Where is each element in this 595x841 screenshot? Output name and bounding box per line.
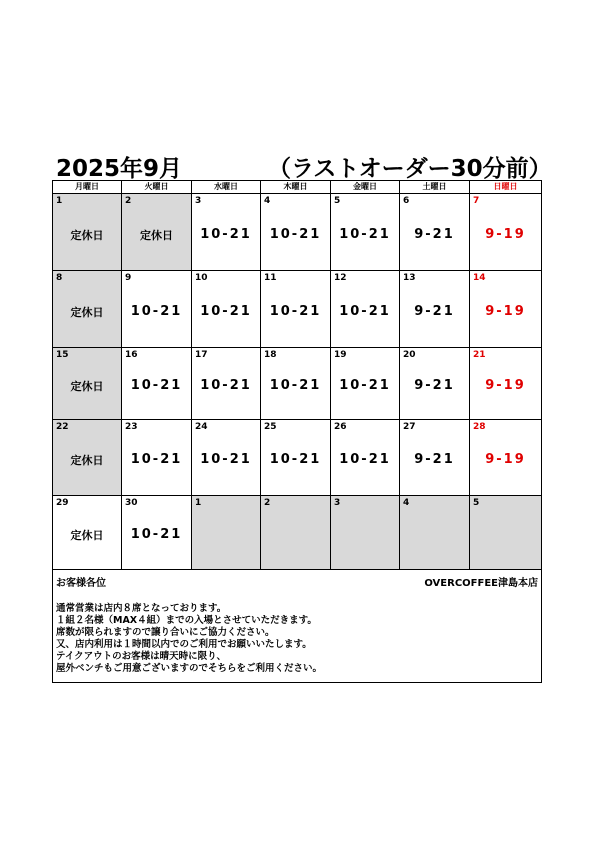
day-number: 10: [195, 273, 208, 283]
calendar-day-cell: [400, 496, 470, 570]
calendar-day-cell: [331, 348, 400, 420]
weekday-label: 火曜日: [122, 181, 192, 193]
closed-day-label: 定休日: [70, 229, 104, 242]
calendar-title-row: [52, 148, 552, 182]
month-title: 2025年9月: [56, 156, 183, 182]
day-number: 12: [334, 273, 347, 283]
day-number: 27: [403, 422, 416, 432]
opening-hours: 10-21: [269, 227, 322, 242]
day-number: 9: [125, 273, 132, 283]
calendar-day-cell: [261, 348, 331, 420]
calendar-day-cell: [331, 194, 400, 271]
closed-day-label: 定休日: [70, 454, 104, 467]
calendar-day-cell: [122, 271, 192, 348]
closed-day-label: 定休日: [70, 380, 104, 393]
calendar-day-cell: [53, 194, 122, 271]
calendar-day-cell: [470, 348, 541, 420]
opening-hours: 10-21: [130, 378, 183, 393]
opening-hours: 9-21: [414, 452, 455, 467]
calendar-day-cell: [53, 420, 122, 496]
calendar-day-cell: [470, 194, 541, 271]
weekday-label: 日曜日: [493, 182, 518, 191]
notice-line: 席数が限られますので譲り合いにご協力ください。: [56, 627, 275, 638]
calendar-day-cell: [331, 420, 400, 496]
day-number: 6: [403, 196, 410, 206]
closed-day-label: 定休日: [70, 529, 104, 542]
opening-hours: 10-21: [200, 304, 252, 319]
calendar-day-cell: [192, 348, 261, 420]
day-number: 19: [334, 350, 347, 360]
day-number: 26: [334, 422, 347, 432]
calendar-day-cell: [192, 496, 261, 570]
calendar-day-cell: [192, 271, 261, 348]
day-number: 23: [125, 422, 138, 432]
notice-line: １組２名様（MAX４組）までの入場とさせていただきます。: [56, 615, 317, 626]
notice-line: 通常営業は店内８席となっております。: [56, 603, 227, 614]
opening-hours: 10-21: [339, 452, 391, 467]
opening-hours: 10-21: [200, 378, 252, 393]
day-number: 20: [403, 350, 416, 360]
calendar-day-cell: [400, 271, 470, 348]
opening-hours: 10-21: [200, 452, 252, 467]
opening-hours: 9-19: [485, 452, 526, 467]
calendar-day-cell: [470, 496, 541, 570]
calendar-grid: [52, 180, 542, 683]
opening-hours: 10-21: [269, 452, 322, 467]
day-number: 30: [125, 498, 138, 508]
day-number: 28: [473, 422, 486, 432]
weekday-label: 金曜日: [331, 181, 400, 193]
calendar-day-cell: [261, 194, 331, 271]
opening-hours: 9-19: [485, 378, 526, 393]
calendar-day-cell: [261, 496, 331, 570]
calendar-day-cell: [122, 420, 192, 496]
last-order-note: （ラストオーダー30分前）: [268, 156, 552, 182]
day-number: 7: [473, 196, 480, 206]
calendar-day-cell: [122, 496, 192, 570]
calendar-day-cell: [470, 271, 541, 348]
opening-hours: 10-21: [130, 304, 183, 319]
day-number: 16: [125, 350, 138, 360]
calendar-day-cell: [470, 420, 541, 496]
closed-day-label: 定休日: [140, 229, 173, 242]
closed-day-label: 定休日: [70, 306, 104, 319]
opening-hours: 9-21: [414, 304, 455, 319]
calendar-day-cell: [192, 194, 261, 271]
opening-hours: 9-19: [485, 227, 526, 242]
calendar-day-cell: [331, 496, 400, 570]
day-number: 2: [264, 498, 271, 508]
day-number: 8: [56, 273, 63, 283]
calendar-day-cell: [400, 348, 470, 420]
day-number: 4: [264, 196, 271, 206]
day-number: 15: [56, 350, 69, 360]
opening-hours: 10-21: [130, 527, 183, 542]
calendar-day-cell: [261, 420, 331, 496]
day-number: 29: [56, 498, 69, 508]
notice-box: [53, 570, 541, 682]
weekday-label: 月曜日: [53, 181, 122, 193]
day-number: 2: [125, 196, 132, 206]
opening-hours: 10-21: [269, 304, 322, 319]
notice-line: 又、店内利用は１時間以内でのご利用でお願いいたします。: [56, 639, 312, 650]
calendar-day-cell: [122, 194, 192, 271]
day-number: 17: [195, 350, 208, 360]
calendar-day-cell: [122, 348, 192, 420]
opening-hours: 10-21: [339, 227, 391, 242]
opening-hours: 9-21: [414, 227, 455, 242]
opening-hours: 10-21: [339, 378, 391, 393]
day-number: 14: [473, 273, 486, 283]
day-number: 3: [195, 196, 202, 206]
opening-hours: 9-19: [485, 304, 526, 319]
day-number: 13: [403, 273, 416, 283]
notice-lines: [56, 603, 322, 675]
day-number: 21: [473, 350, 486, 360]
opening-hours: 10-21: [269, 378, 322, 393]
notice-greeting: お客様各位: [56, 578, 106, 589]
day-number: 1: [56, 196, 63, 206]
weekday-label: 木曜日: [261, 181, 331, 193]
calendar-day-cell: [53, 271, 122, 348]
day-number: 18: [264, 350, 277, 360]
day-number: 4: [403, 498, 410, 508]
weekday-header: [53, 181, 541, 194]
day-number: 22: [56, 422, 69, 432]
notice-line: 屋外ベンチもご用意ございますのでそちらをご利用ください。: [56, 663, 323, 674]
calendar-day-cell: [53, 348, 122, 420]
calendar-day-cell: [53, 496, 122, 570]
weekday-label: 土曜日: [400, 181, 470, 193]
day-number: 3: [334, 498, 341, 508]
day-number: 1: [195, 498, 202, 508]
calendar-day-cell: [400, 420, 470, 496]
day-number: 25: [264, 422, 277, 432]
calendar-day-cell: [192, 420, 261, 496]
opening-hours: 10-21: [130, 452, 183, 467]
shop-name: OVERCOFFEE津島本店: [424, 578, 538, 589]
calendar-day-cell: [261, 271, 331, 348]
weekday-label: 水曜日: [192, 181, 261, 193]
opening-hours: 10-21: [339, 304, 391, 319]
opening-hours: 10-21: [200, 227, 252, 242]
day-number: 24: [195, 422, 208, 432]
day-number: 11: [264, 273, 277, 283]
calendar-day-cell: [400, 194, 470, 271]
notice-line: テイクアウトのお客様は晴天時に限り、: [56, 651, 227, 662]
day-number: 5: [473, 498, 480, 508]
opening-hours: 9-21: [414, 378, 455, 393]
day-number: 5: [334, 196, 341, 206]
calendar-day-cell: [331, 271, 400, 348]
